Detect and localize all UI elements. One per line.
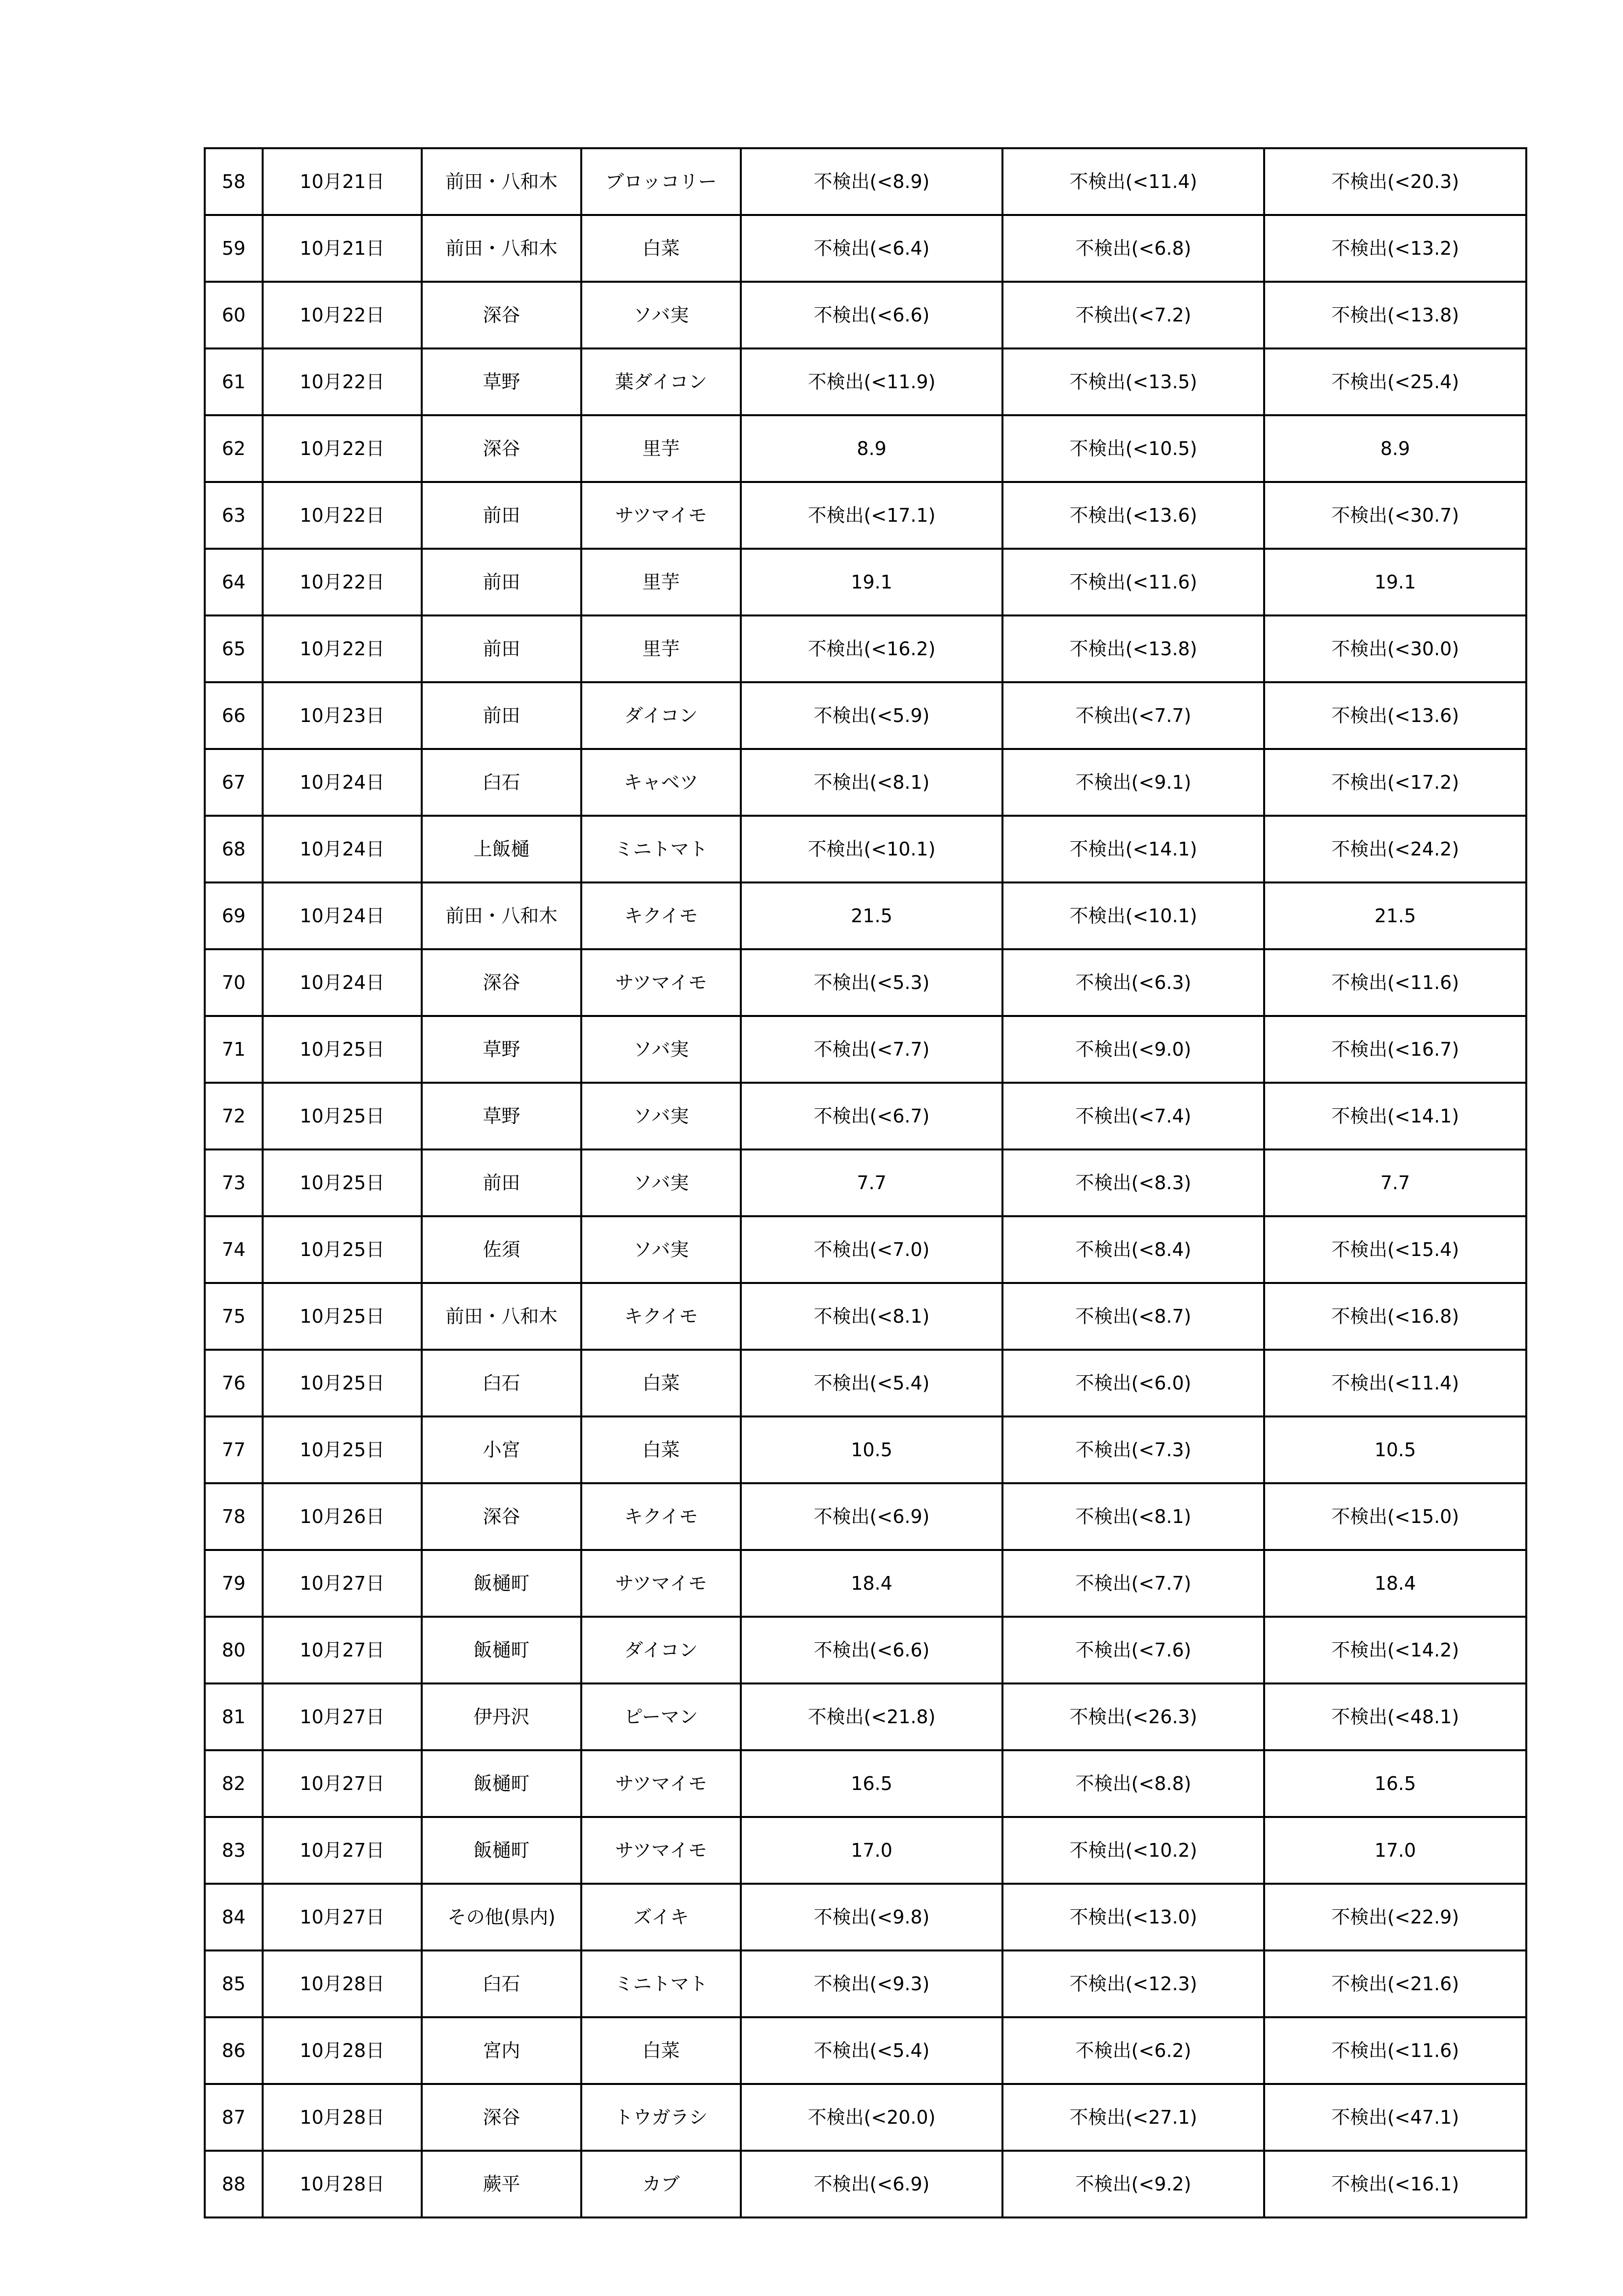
item-cell: キャベツ (581, 749, 741, 816)
cesium-134-cell: 10.5 (741, 1416, 1002, 1483)
item-cell: サツマイモ (581, 1550, 741, 1617)
cesium-137-cell: 不検出(<7.7) (1002, 1550, 1264, 1617)
table-row (205, 148, 1526, 215)
table-row (205, 1216, 1526, 1283)
item-cell: サツマイモ (581, 949, 741, 1016)
cesium-137-cell: 不検出(<6.8) (1002, 215, 1264, 282)
cesium-134-cell: 不検出(<9.8) (741, 1884, 1002, 1950)
location-cell: 宮内 (422, 2017, 581, 2084)
row-number-cell: 58 (205, 148, 263, 215)
total-cesium-cell: 不検出(<17.2) (1264, 749, 1526, 816)
row-number-cell: 85 (205, 1950, 263, 2017)
cesium-134-cell: 不検出(<21.8) (741, 1683, 1002, 1750)
row-number-cell: 59 (205, 215, 263, 282)
item-cell: 白菜 (581, 2017, 741, 2084)
cesium-137-cell: 不検出(<10.1) (1002, 882, 1264, 949)
table-row (205, 282, 1526, 348)
cesium-137-cell: 不検出(<7.7) (1002, 682, 1264, 749)
cesium-137-cell: 不検出(<10.2) (1002, 1817, 1264, 1884)
table-row (205, 749, 1526, 816)
row-number-cell: 74 (205, 1216, 263, 1283)
cesium-134-cell: 17.0 (741, 1817, 1002, 1884)
table-row (205, 615, 1526, 682)
cesium-134-cell: 不検出(<5.3) (741, 949, 1002, 1016)
item-cell: ソバ実 (581, 1016, 741, 1083)
total-cesium-cell: 不検出(<11.6) (1264, 2017, 1526, 2084)
cesium-134-cell: 不検出(<8.1) (741, 749, 1002, 816)
location-cell: 伊丹沢 (422, 1683, 581, 1750)
date-cell: 10月22日 (263, 482, 422, 549)
date-cell: 10月22日 (263, 282, 422, 348)
cesium-134-cell: 不検出(<20.0) (741, 2084, 1002, 2151)
table-row (205, 682, 1526, 749)
row-number-cell: 72 (205, 1083, 263, 1149)
cesium-137-cell: 不検出(<7.6) (1002, 1617, 1264, 1683)
table-row (205, 1683, 1526, 1750)
total-cesium-cell: 不検出(<20.3) (1264, 148, 1526, 215)
table-row (205, 549, 1526, 615)
item-cell: サツマイモ (581, 1817, 741, 1884)
cesium-137-cell: 不検出(<7.4) (1002, 1083, 1264, 1149)
item-cell: ソバ実 (581, 1083, 741, 1149)
cesium-134-cell: 不検出(<7.0) (741, 1216, 1002, 1283)
item-cell: ミニトマト (581, 816, 741, 882)
location-cell: 佐須 (422, 1216, 581, 1283)
cesium-137-cell: 不検出(<26.3) (1002, 1683, 1264, 1750)
cesium-137-cell: 不検出(<8.4) (1002, 1216, 1264, 1283)
date-cell: 10月27日 (263, 1683, 422, 1750)
date-cell: 10月27日 (263, 1884, 422, 1950)
date-cell: 10月25日 (263, 1283, 422, 1350)
row-number-cell: 86 (205, 2017, 263, 2084)
row-number-cell: 79 (205, 1550, 263, 1617)
location-cell: 前田・八和木 (422, 882, 581, 949)
row-number-cell: 81 (205, 1683, 263, 1750)
date-cell: 10月27日 (263, 1617, 422, 1683)
cesium-137-cell: 不検出(<9.0) (1002, 1016, 1264, 1083)
table-row (205, 2151, 1526, 2217)
row-number-cell: 64 (205, 549, 263, 615)
results-table (204, 147, 1527, 2218)
total-cesium-cell: 不検出(<15.0) (1264, 1483, 1526, 1550)
location-cell: 前田 (422, 549, 581, 615)
date-cell: 10月28日 (263, 2151, 422, 2217)
date-cell: 10月22日 (263, 348, 422, 415)
total-cesium-cell: 不検出(<47.1) (1264, 2084, 1526, 2151)
total-cesium-cell: 不検出(<11.4) (1264, 1350, 1526, 1416)
item-cell: キクイモ (581, 882, 741, 949)
table-row (205, 1416, 1526, 1483)
table-row (205, 1617, 1526, 1683)
location-cell: 前田 (422, 615, 581, 682)
date-cell: 10月25日 (263, 1016, 422, 1083)
date-cell: 10月27日 (263, 1550, 422, 1617)
item-cell: ダイコン (581, 682, 741, 749)
table-row (205, 1350, 1526, 1416)
cesium-134-cell: 19.1 (741, 549, 1002, 615)
cesium-137-cell: 不検出(<9.2) (1002, 2151, 1264, 2217)
cesium-137-cell: 不検出(<14.1) (1002, 816, 1264, 882)
location-cell: 飯樋町 (422, 1750, 581, 1817)
total-cesium-cell: 21.5 (1264, 882, 1526, 949)
location-cell: 臼石 (422, 1950, 581, 2017)
cesium-137-cell: 不検出(<13.8) (1002, 615, 1264, 682)
location-cell: 臼石 (422, 749, 581, 816)
cesium-137-cell: 不検出(<11.4) (1002, 148, 1264, 215)
table-row (205, 2084, 1526, 2151)
total-cesium-cell: 17.0 (1264, 1817, 1526, 1884)
total-cesium-cell: 不検出(<15.4) (1264, 1216, 1526, 1283)
total-cesium-cell: 7.7 (1264, 1149, 1526, 1216)
cesium-134-cell: 不検出(<6.6) (741, 282, 1002, 348)
total-cesium-cell: 不検出(<22.9) (1264, 1884, 1526, 1950)
cesium-134-cell: 不検出(<6.6) (741, 1617, 1002, 1683)
row-number-cell: 83 (205, 1817, 263, 1884)
table-row (205, 1950, 1526, 2017)
item-cell: サツマイモ (581, 482, 741, 549)
item-cell: ブロッコリー (581, 148, 741, 215)
cesium-137-cell: 不検出(<12.3) (1002, 1950, 1264, 2017)
total-cesium-cell: 不検出(<48.1) (1264, 1683, 1526, 1750)
cesium-134-cell: 不検出(<6.9) (741, 2151, 1002, 2217)
cesium-134-cell: 不検出(<10.1) (741, 816, 1002, 882)
date-cell: 10月25日 (263, 1216, 422, 1283)
date-cell: 10月28日 (263, 1950, 422, 2017)
total-cesium-cell: 不検出(<11.6) (1264, 949, 1526, 1016)
location-cell: 草野 (422, 1016, 581, 1083)
cesium-137-cell: 不検出(<6.0) (1002, 1350, 1264, 1416)
total-cesium-cell: 不検出(<30.7) (1264, 482, 1526, 549)
cesium-134-cell: 不検出(<8.1) (741, 1283, 1002, 1350)
date-cell: 10月24日 (263, 749, 422, 816)
table-row (205, 816, 1526, 882)
row-number-cell: 62 (205, 415, 263, 482)
cesium-137-cell: 不検出(<8.8) (1002, 1750, 1264, 1817)
cesium-137-cell: 不検出(<9.1) (1002, 749, 1264, 816)
item-cell: ソバ実 (581, 282, 741, 348)
table-row (205, 482, 1526, 549)
cesium-134-cell: 不検出(<5.9) (741, 682, 1002, 749)
table-row (205, 2017, 1526, 2084)
location-cell: 小宮 (422, 1416, 581, 1483)
item-cell: 里芋 (581, 415, 741, 482)
cesium-134-cell: 不検出(<6.9) (741, 1483, 1002, 1550)
cesium-134-cell: 不検出(<6.7) (741, 1083, 1002, 1149)
total-cesium-cell: 16.5 (1264, 1750, 1526, 1817)
item-cell: ソバ実 (581, 1149, 741, 1216)
item-cell: 白菜 (581, 1416, 741, 1483)
row-number-cell: 63 (205, 482, 263, 549)
location-cell: 前田 (422, 1149, 581, 1216)
cesium-134-cell: 不検出(<7.7) (741, 1016, 1002, 1083)
cesium-134-cell: 不検出(<17.1) (741, 482, 1002, 549)
table-row (205, 1750, 1526, 1817)
location-cell: 前田 (422, 682, 581, 749)
item-cell: 白菜 (581, 1350, 741, 1416)
cesium-137-cell: 不検出(<13.6) (1002, 482, 1264, 549)
row-number-cell: 65 (205, 615, 263, 682)
date-cell: 10月23日 (263, 682, 422, 749)
cesium-137-cell: 不検出(<8.1) (1002, 1483, 1264, 1550)
location-cell: 深谷 (422, 949, 581, 1016)
table-row (205, 348, 1526, 415)
date-cell: 10月25日 (263, 1350, 422, 1416)
total-cesium-cell: 10.5 (1264, 1416, 1526, 1483)
date-cell: 10月27日 (263, 1817, 422, 1884)
table-row (205, 415, 1526, 482)
date-cell: 10月21日 (263, 148, 422, 215)
location-cell: 前田・八和木 (422, 215, 581, 282)
table-row (205, 1884, 1526, 1950)
results-table-body (205, 148, 1526, 2217)
cesium-134-cell: 不検出(<11.9) (741, 348, 1002, 415)
row-number-cell: 78 (205, 1483, 263, 1550)
location-cell: 草野 (422, 348, 581, 415)
location-cell: その他(県内) (422, 1884, 581, 1950)
cesium-134-cell: 不検出(<5.4) (741, 1350, 1002, 1416)
item-cell: ソバ実 (581, 1216, 741, 1283)
location-cell: 深谷 (422, 2084, 581, 2151)
location-cell: 前田・八和木 (422, 148, 581, 215)
table-row (205, 949, 1526, 1016)
total-cesium-cell: 19.1 (1264, 549, 1526, 615)
row-number-cell: 73 (205, 1149, 263, 1216)
row-number-cell: 71 (205, 1016, 263, 1083)
row-number-cell: 61 (205, 348, 263, 415)
item-cell: キクイモ (581, 1483, 741, 1550)
cesium-137-cell: 不検出(<13.0) (1002, 1884, 1264, 1950)
item-cell: ダイコン (581, 1617, 741, 1683)
cesium-137-cell: 不検出(<6.3) (1002, 949, 1264, 1016)
item-cell: 白菜 (581, 215, 741, 282)
table-row (205, 882, 1526, 949)
date-cell: 10月27日 (263, 1750, 422, 1817)
date-cell: 10月21日 (263, 215, 422, 282)
row-number-cell: 80 (205, 1617, 263, 1683)
date-cell: 10月22日 (263, 549, 422, 615)
item-cell: サツマイモ (581, 1750, 741, 1817)
row-number-cell: 66 (205, 682, 263, 749)
date-cell: 10月28日 (263, 2017, 422, 2084)
cesium-137-cell: 不検出(<6.2) (1002, 2017, 1264, 2084)
table-row (205, 1283, 1526, 1350)
date-cell: 10月26日 (263, 1483, 422, 1550)
location-cell: 深谷 (422, 415, 581, 482)
cesium-137-cell: 不検出(<10.5) (1002, 415, 1264, 482)
total-cesium-cell: 不検出(<14.2) (1264, 1617, 1526, 1683)
row-number-cell: 67 (205, 749, 263, 816)
total-cesium-cell: 不検出(<16.1) (1264, 2151, 1526, 2217)
cesium-134-cell: 8.9 (741, 415, 1002, 482)
row-number-cell: 60 (205, 282, 263, 348)
cesium-137-cell: 不検出(<7.2) (1002, 282, 1264, 348)
cesium-137-cell: 不検出(<11.6) (1002, 549, 1264, 615)
table-row (205, 215, 1526, 282)
cesium-134-cell: 7.7 (741, 1149, 1002, 1216)
total-cesium-cell: 不検出(<13.8) (1264, 282, 1526, 348)
total-cesium-cell: 不検出(<21.6) (1264, 1950, 1526, 2017)
location-cell: 前田 (422, 482, 581, 549)
date-cell: 10月25日 (263, 1416, 422, 1483)
cesium-134-cell: 16.5 (741, 1750, 1002, 1817)
item-cell: カブ (581, 2151, 741, 2217)
total-cesium-cell: 不検出(<16.8) (1264, 1283, 1526, 1350)
row-number-cell: 68 (205, 816, 263, 882)
total-cesium-cell: 不検出(<16.7) (1264, 1016, 1526, 1083)
row-number-cell: 87 (205, 2084, 263, 2151)
location-cell: 深谷 (422, 1483, 581, 1550)
cesium-134-cell: 不検出(<8.9) (741, 148, 1002, 215)
location-cell: 草野 (422, 1083, 581, 1149)
cesium-134-cell: 不検出(<16.2) (741, 615, 1002, 682)
location-cell: 蕨平 (422, 2151, 581, 2217)
location-cell: 飯樋町 (422, 1617, 581, 1683)
location-cell: 深谷 (422, 282, 581, 348)
cesium-134-cell: 不検出(<9.3) (741, 1950, 1002, 2017)
cesium-134-cell: 21.5 (741, 882, 1002, 949)
item-cell: ズイキ (581, 1884, 741, 1950)
total-cesium-cell: 不検出(<13.6) (1264, 682, 1526, 749)
total-cesium-cell: 18.4 (1264, 1550, 1526, 1617)
table-row (205, 1149, 1526, 1216)
date-cell: 10月25日 (263, 1149, 422, 1216)
row-number-cell: 77 (205, 1416, 263, 1483)
total-cesium-cell: 不検出(<30.0) (1264, 615, 1526, 682)
location-cell: 飯樋町 (422, 1550, 581, 1617)
date-cell: 10月25日 (263, 1083, 422, 1149)
table-row (205, 1817, 1526, 1884)
cesium-137-cell: 不検出(<8.7) (1002, 1283, 1264, 1350)
total-cesium-cell: 不検出(<25.4) (1264, 348, 1526, 415)
location-cell: 前田・八和木 (422, 1283, 581, 1350)
cesium-134-cell: 18.4 (741, 1550, 1002, 1617)
date-cell: 10月22日 (263, 415, 422, 482)
location-cell: 臼石 (422, 1350, 581, 1416)
row-number-cell: 70 (205, 949, 263, 1016)
item-cell: 里芋 (581, 615, 741, 682)
table-row (205, 1083, 1526, 1149)
date-cell: 10月28日 (263, 2084, 422, 2151)
item-cell: 里芋 (581, 549, 741, 615)
total-cesium-cell: 不検出(<24.2) (1264, 816, 1526, 882)
location-cell: 飯樋町 (422, 1817, 581, 1884)
table-row (205, 1550, 1526, 1617)
row-number-cell: 75 (205, 1283, 263, 1350)
location-cell: 上飯樋 (422, 816, 581, 882)
row-number-cell: 88 (205, 2151, 263, 2217)
date-cell: 10月24日 (263, 882, 422, 949)
cesium-134-cell: 不検出(<5.4) (741, 2017, 1002, 2084)
total-cesium-cell: 不検出(<14.1) (1264, 1083, 1526, 1149)
total-cesium-cell: 8.9 (1264, 415, 1526, 482)
item-cell: トウガラシ (581, 2084, 741, 2151)
row-number-cell: 76 (205, 1350, 263, 1416)
item-cell: ピーマン (581, 1683, 741, 1750)
table-row (205, 1016, 1526, 1083)
cesium-137-cell: 不検出(<13.5) (1002, 348, 1264, 415)
table-row (205, 1483, 1526, 1550)
cesium-137-cell: 不検出(<7.3) (1002, 1416, 1264, 1483)
cesium-137-cell: 不検出(<27.1) (1002, 2084, 1264, 2151)
row-number-cell: 84 (205, 1884, 263, 1950)
total-cesium-cell: 不検出(<13.2) (1264, 215, 1526, 282)
cesium-137-cell: 不検出(<8.3) (1002, 1149, 1264, 1216)
row-number-cell: 82 (205, 1750, 263, 1817)
item-cell: 葉ダイコン (581, 348, 741, 415)
date-cell: 10月24日 (263, 816, 422, 882)
cesium-134-cell: 不検出(<6.4) (741, 215, 1002, 282)
row-number-cell: 69 (205, 882, 263, 949)
date-cell: 10月22日 (263, 615, 422, 682)
item-cell: キクイモ (581, 1283, 741, 1350)
item-cell: ミニトマト (581, 1950, 741, 2017)
date-cell: 10月24日 (263, 949, 422, 1016)
